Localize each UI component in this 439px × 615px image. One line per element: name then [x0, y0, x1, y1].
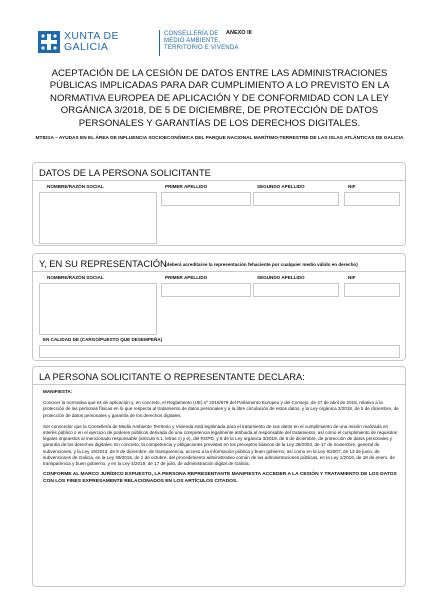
section-title: Y, EN SU REPRESENTACIÓN	[39, 258, 167, 269]
logo-wordmark: XUNTA DE GALICIA	[64, 30, 119, 53]
field-label-name: NOMBRE/RAZÓN SOCIAL	[47, 184, 104, 189]
declaration-paragraph: Conocer la normativa que es de aplicación y, en concreto, el Reglamento (UE) nº 2016/679 del Parlamento Europeo y del Consejo, de 27 de abril de 2016, relativo a la protección de las personas físicas en lo que respecta al tratamiento de datos personales y a la libre circulación de estos datos, y la Ley orgánica 3/2018, de 5 de diciembre, de protección de datos personales y garantía de los derechos digitales.	[43, 400, 399, 418]
procedure-subtitle: MT821A – AYUDAS EN EL ÁREA DE INFLUENCIA SOCIOECONÓMICA DEL PARQUE NACIONAL MARÍTIMO-TERRESTRE DE LAS ISLAS ATLÁNTICAS DE GALICIA	[35, 136, 404, 141]
applicant-section	[32, 162, 406, 246]
representative-name-field[interactable]	[39, 283, 157, 335]
applicant-surname2-field[interactable]	[253, 192, 339, 206]
field-label-name: NOMBRE/RAZÓN SOCIAL	[47, 275, 104, 280]
applicant-name-field[interactable]	[39, 192, 157, 244]
section-title: LA PERSONA SOLICITANTE O REPRESENTANTE DECLARA:	[39, 371, 305, 382]
field-label-surname2: SEGUNDO APELLIDO	[257, 275, 305, 280]
field-label-surname1: PRIMER APELLIDO	[165, 184, 208, 189]
field-label-nif: NIF	[348, 184, 356, 189]
declaration-paragraph: Ser conocedor que la Consellería de Medio Ambiente Territorio y Vivienda está legitimada para el tratamiento de sus datos en el cumplimiento de una misión realizada en interés público o en el ejercicio de poderes públicos derivada de una competencia legalmente atribuida al responsable del tratamiento, así como el cumplimiento de requisitos legales impuestos al mencionado responsable (artículo 6.1, letras c) y e), del RGPD, y 8 de la Ley orgánica 3/2018, de 5 de diciembre, de protección de datos personales y garantía de los derechos digitales. En concreto, la competencia y obligaciones previstas en los preceptos básicos de la Ley 38/2003, de 17 de noviembre, general de subvenciones, y la Ley 19/2013, de 9 de diciembre, de transparencia, acceso a la información pública y buen gobierno, así como en la Ley 9/2007, de 13 de junio, de subvenciones de Galicia, en la Ley 39/2015, de 1 de octubre, del procedimiento administrativo común de las administraciones públicas, en la Ley 1/2016, de 18 de enero, de transparencia y buen gobierno, y en la Ley 4/2019, de 17 de julio, de administración digital de Galicia.	[43, 423, 397, 467]
field-label-surname2: SEGUNDO APELLIDO	[257, 184, 305, 189]
field-label-nif: NIF	[348, 275, 356, 280]
department-line: TERRITORIO E VIVENDA	[164, 45, 239, 51]
applicant-surname1-field[interactable]	[161, 192, 251, 206]
manifests-heading: MANIFIESTA:	[43, 389, 73, 394]
section-divider	[33, 384, 405, 385]
declaration-section	[32, 366, 406, 587]
field-label-surname1: PRIMER APELLIDO	[165, 275, 208, 280]
representative-surname2-field[interactable]	[253, 283, 339, 297]
representative-surname1-field[interactable]	[161, 283, 251, 297]
section-divider	[33, 180, 405, 181]
document-title: ACEPTACIÓN DE LA CESIÓN DE DATOS ENTRE LAS ADMINISTRACIONES PÚBLICAS IMPLICADAS PARA DAR CUMPLIMIENTO A LO PREVISTO EN LA NORMATIVA EUROPEA DE APLICACIÓN Y DE CONFORMIDAD CON LA LEY ORGÁNICA 3/2018, DE 5 DE DICIEMBRE, DE PROTECCIÓN DE DATOS PERSONALES Y GARANTÍAS DE LOS DERECHOS DIGITALES.	[49, 68, 390, 129]
representative-section	[32, 253, 406, 361]
representation-note: (deberá acreditarse la representación fehaciente por cualquier medio válido en derecho)	[165, 262, 358, 267]
representative-nif-field[interactable]	[344, 283, 400, 297]
xunta-emblem-icon	[38, 31, 60, 53]
representative-capacity-field[interactable]	[39, 345, 400, 358]
document-header	[38, 30, 408, 60]
department-line: MEDIO AMBIENTE,	[164, 38, 221, 44]
applicant-nif-field[interactable]	[344, 192, 400, 206]
field-label-capacity: EN CALIDAD DE (CARGO/PUESTO QUE DESEMPEÑA)	[43, 337, 163, 342]
section-title: DATOS DE LA PERSONA SOLICITANTE	[39, 167, 211, 178]
department-line: CONSELLERÍA DE	[164, 31, 219, 37]
logo-divider	[159, 30, 160, 56]
section-divider	[33, 271, 405, 272]
declaration-conclusion: CONFORME AL MARCO JURÍDICO EXPUESTO, LA PERSONA REPRESENTANTE MANIFIESTA ACCEDER A LA CESIÓN Y TRATAMIENTO DE LOS DATOS CON LOS FINES EXPRESAMENTE RELACIONADOS EN LOS ARTÍCULOS CITADOS.	[43, 472, 397, 484]
declaration-body	[43, 389, 399, 490]
annex-label: ANEXO III	[226, 30, 252, 36]
